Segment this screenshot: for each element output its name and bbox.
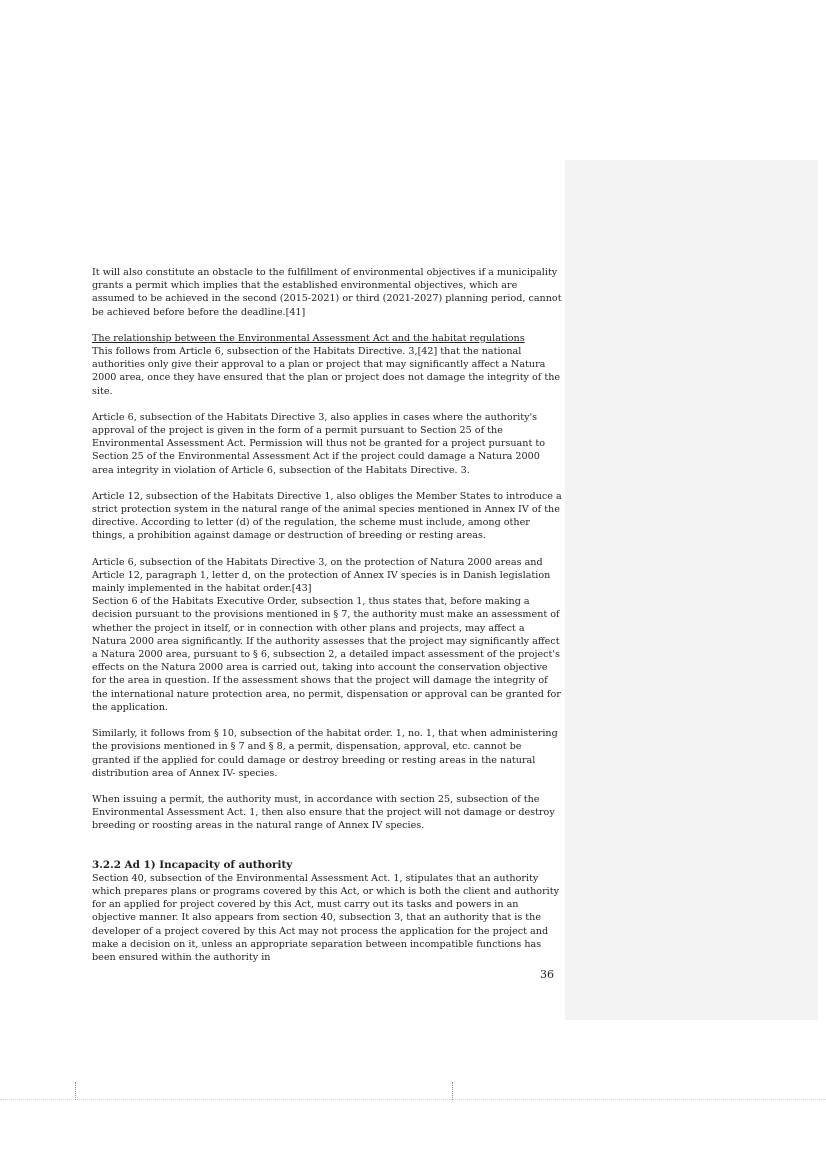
- paragraph: Article 6, subsection of the Habitats Directive 3, on the protection of Natura 2000 areas and Article 12, paragraph 1, letter d, on the protection of Annex IV species is in Danish legislation mainly implemented in the habitat order.[43]: [92, 556, 551, 595]
- paragraph: Section 40, subsection of the Environmental Assessment Act. 1, stipulates that an authority which prepares plans or programs covered by this Act, or which is both the client and authority for an applied for project covered by this Act, must carry out its tasks and powers in an objective manner. It also appears from section 40, subsection 3, that an authority that is the developer of a project covered by this Act may not process the application for the project and make a decision on it, unless an appropriate separation between incompatible functions has been ensured within the authority in: [92, 872, 559, 963]
- section-subheading: The relationship between the Environmental Assessment Act and the habitat regulations: [92, 332, 525, 344]
- paragraph: When issuing a permit, the authority must, in accordance with section 25, subsection of the Environmental Assessment Act. 1, then also ensure that the project will not damage or destroy breeding or roosting areas in the natural range of Annex IV species.: [92, 793, 555, 832]
- crop-mark: [75, 1082, 79, 1100]
- paragraph: Similarly, it follows from § 10, subsection of the habitat order. 1, no. 1, that when administering the provisions mentioned in § 7 and § 8, a permit, dispensation, approval, etc. cannot be granted if the applied for could damage or destroy breeding or resting areas in the natural distribution area of Annex IV- species.: [92, 728, 558, 779]
- page-number: 36: [540, 968, 554, 981]
- document-body: [92, 266, 562, 977]
- paragraph: This follows from Article 6, subsection of the Habitats Directive. 3,[42] that the national authorities only give their approval to a plan or project that may significantly affect a Natura 2000 area, once they have ensured that the plan or project does not damage the integrity of the site.: [92, 346, 561, 397]
- scan-edge-line: [0, 1099, 826, 1100]
- section-heading: 3.2.2 Ad 1) Incapacity of authority: [92, 858, 293, 871]
- paragraph: It will also constitute an obstacle to the fulfillment of environmental objectives if a municipality grants a permit which implies that the established environmental objectives, which are assumed to be achieved in the second (2015-2021) or third (2021-2027) planning period, cannot be achieved before before the deadline.[41]: [92, 267, 562, 318]
- scan-shadow: [565, 160, 818, 1020]
- paragraph: Article 12, subsection of the Habitats Directive 1, also obliges the Member States to introduce a strict protection system in the natural range of the animal species mentioned in Annex IV of the directive. According to letter (d) of the regulation, the scheme must include, among other things, a prohibition against damage or destruction of breeding or resting areas.: [92, 490, 562, 542]
- paragraph: Article 6, subsection of the Habitats Directive 3, also applies in cases where the authority's approval of the project is given in the form of a permit pursuant to Section 25 of the Environmental Assessment Act. Permission will thus not be granted for a project pursuant to Section 25 of the Environmental Assessment Act if the project could damage a Natura 2000 area integrity in violation of Article 6, subsection of the Habitats Directive. 3.: [92, 411, 545, 476]
- crop-mark: [452, 1082, 456, 1100]
- paragraph: Section 6 of the Habitats Executive Order, subsection 1, thus states that, before making a decision pursuant to the provisions mentioned in § 7, the authority must make an assessment of whether the project in itself, or in connection with other plans and projects, may affect a Natura 2000 area significantly. If the authority assesses that the project may significantly affect a Natura 2000 area, pursuant to § 6, subsection 2, a detailed impact assessment of the project's effects on the Natura 2000 area is carried out, taking into account the conservation objective for the area in question. If the assessment shows that the project will damage the integrity of the international nature protection area, no permit, dispensation or approval can be granted for the application.: [92, 596, 561, 713]
